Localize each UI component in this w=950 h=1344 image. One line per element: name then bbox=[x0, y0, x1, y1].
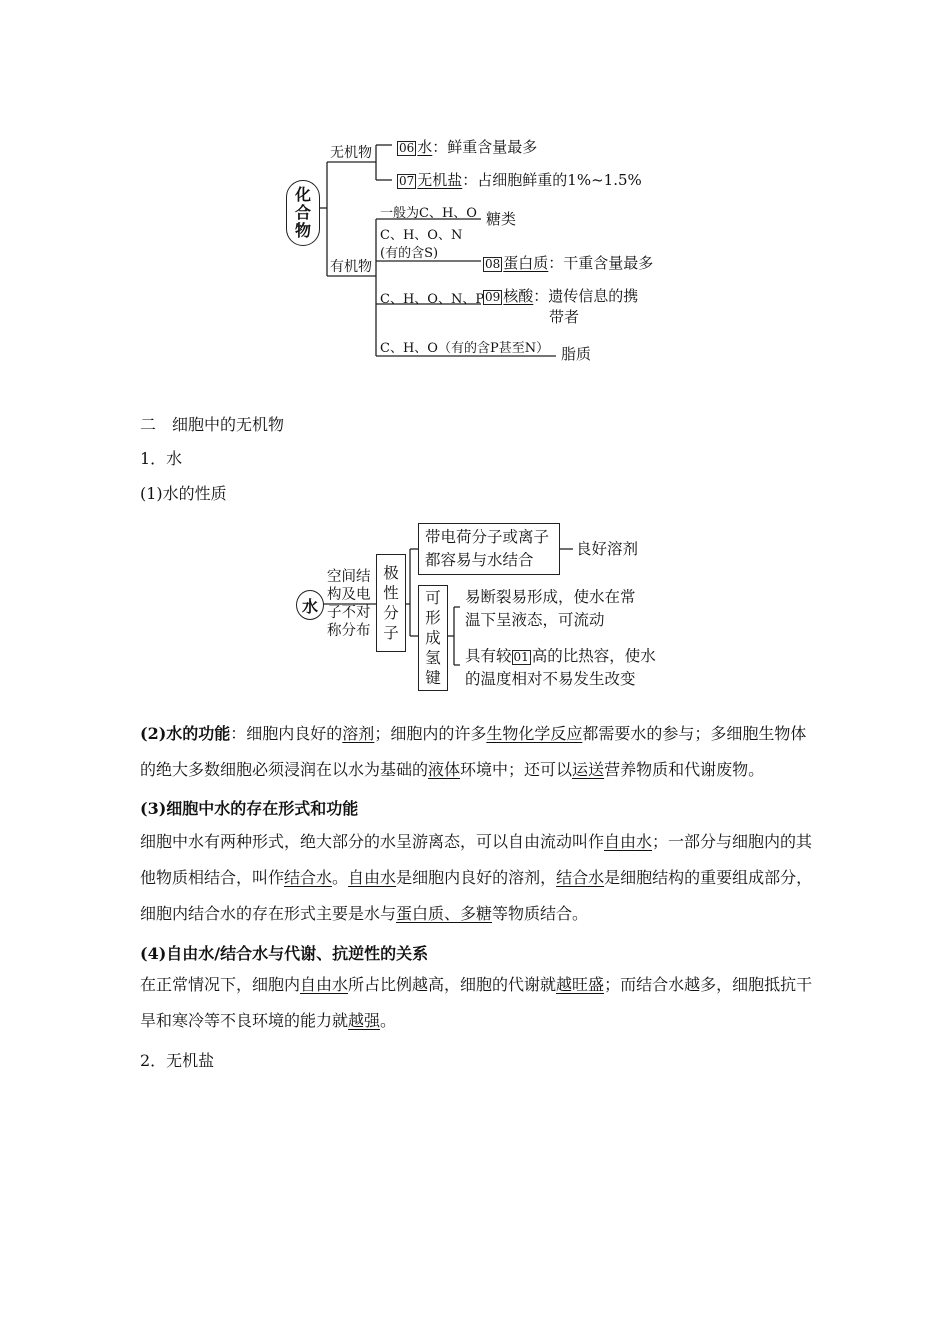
water-form-heading: (3)细胞中水的存在形式和功能 bbox=[140, 799, 359, 818]
inorganic-label: 无机物 bbox=[330, 145, 372, 161]
break-text: 易断裂易形成，使水在常 温下呈液态，可流动 bbox=[465, 588, 636, 629]
number-box: 09 bbox=[485, 290, 501, 304]
charged-box: 带电荷分子或离子 都容易与水结合 bbox=[418, 523, 560, 575]
water-circle: 水 bbox=[296, 590, 324, 620]
heat-text: 具有较 01 高的比热容，使水 的温度相对不易发生改变 bbox=[465, 647, 656, 688]
protein-elements-2: (有的含S) bbox=[380, 246, 439, 261]
water-form-paragraph: 细胞中水有两种形式，绝大部分的水呈游离态，可以自由流动叫作自由水；一部分与细胞内的其他物质相结合，叫作结合水。自由水是细胞内良好的溶剂，结合水是细胞结构的重要组成部分，细胞内结合水的存在形式主要是水与蛋白质、多糖等物质结合。 bbox=[140, 832, 813, 923]
subsection-water: 1．水 bbox=[140, 449, 183, 468]
relation-paragraph: 在正常情况下，细胞内自由水所占比例越高，细胞的代谢就越旺盛；而结合水越多，细胞抵抗干旱和寒冷等不良环境的能力就越强。 bbox=[140, 975, 813, 1030]
water-item: 06 水：鲜重含量最多 bbox=[399, 138, 538, 156]
water-properties-heading: (1)水的性质 bbox=[140, 484, 227, 503]
hydrogen-bond-box: 可 形 成 氢 键 bbox=[418, 585, 448, 691]
compound-circle: 化 合 物 bbox=[286, 180, 320, 246]
sugar-name: 糖类 bbox=[486, 210, 517, 228]
lipid-name: 脂质 bbox=[561, 345, 592, 363]
nucleic-item: 09 核酸：遗传信息的携 bbox=[485, 287, 639, 305]
section-heading: 二 细胞中的无机物 bbox=[140, 415, 285, 434]
number-box: 06 bbox=[399, 141, 415, 155]
subsection-salt: 2．无机盐 bbox=[140, 1051, 215, 1070]
number-box: 07 bbox=[399, 174, 415, 188]
organic-label: 有机物 bbox=[330, 259, 372, 275]
relation-heading: (4)自由水/结合水与代谢、抗逆性的关系 bbox=[140, 944, 429, 963]
sugar-elements: 一般为C、H、O bbox=[380, 206, 477, 221]
protein-item: 08 蛋白质：干重含量最多 bbox=[485, 254, 654, 272]
nucleic-elements: C、H、O、N、P bbox=[380, 292, 485, 307]
lipid-elements: C、H、O（有的含P甚至N） bbox=[380, 341, 550, 356]
salt-item: 07 无机盐：占细胞鲜重的1%~1.5% bbox=[399, 171, 642, 189]
water-function-paragraph: (2)水的功能：细胞内良好的溶剂；细胞内的许多生物化学反应都需要水的参与；多细胞生物体的绝大多数细胞必须浸润在以水为基础的液体环境中；还可以运送营养物质和代谢废物。 bbox=[140, 724, 807, 779]
protein-elements-1: C、H、O、N bbox=[380, 228, 463, 243]
number-box: 01 bbox=[513, 650, 529, 664]
polar-molecule-box: 极 性 分 子 bbox=[376, 554, 406, 652]
number-box: 08 bbox=[485, 257, 501, 271]
structure-text: 空间结 构及电 子不对 称分布 bbox=[327, 569, 371, 639]
nucleic-desc-2: 带者 bbox=[549, 308, 580, 326]
good-solvent: 良好溶剂 bbox=[576, 540, 639, 558]
